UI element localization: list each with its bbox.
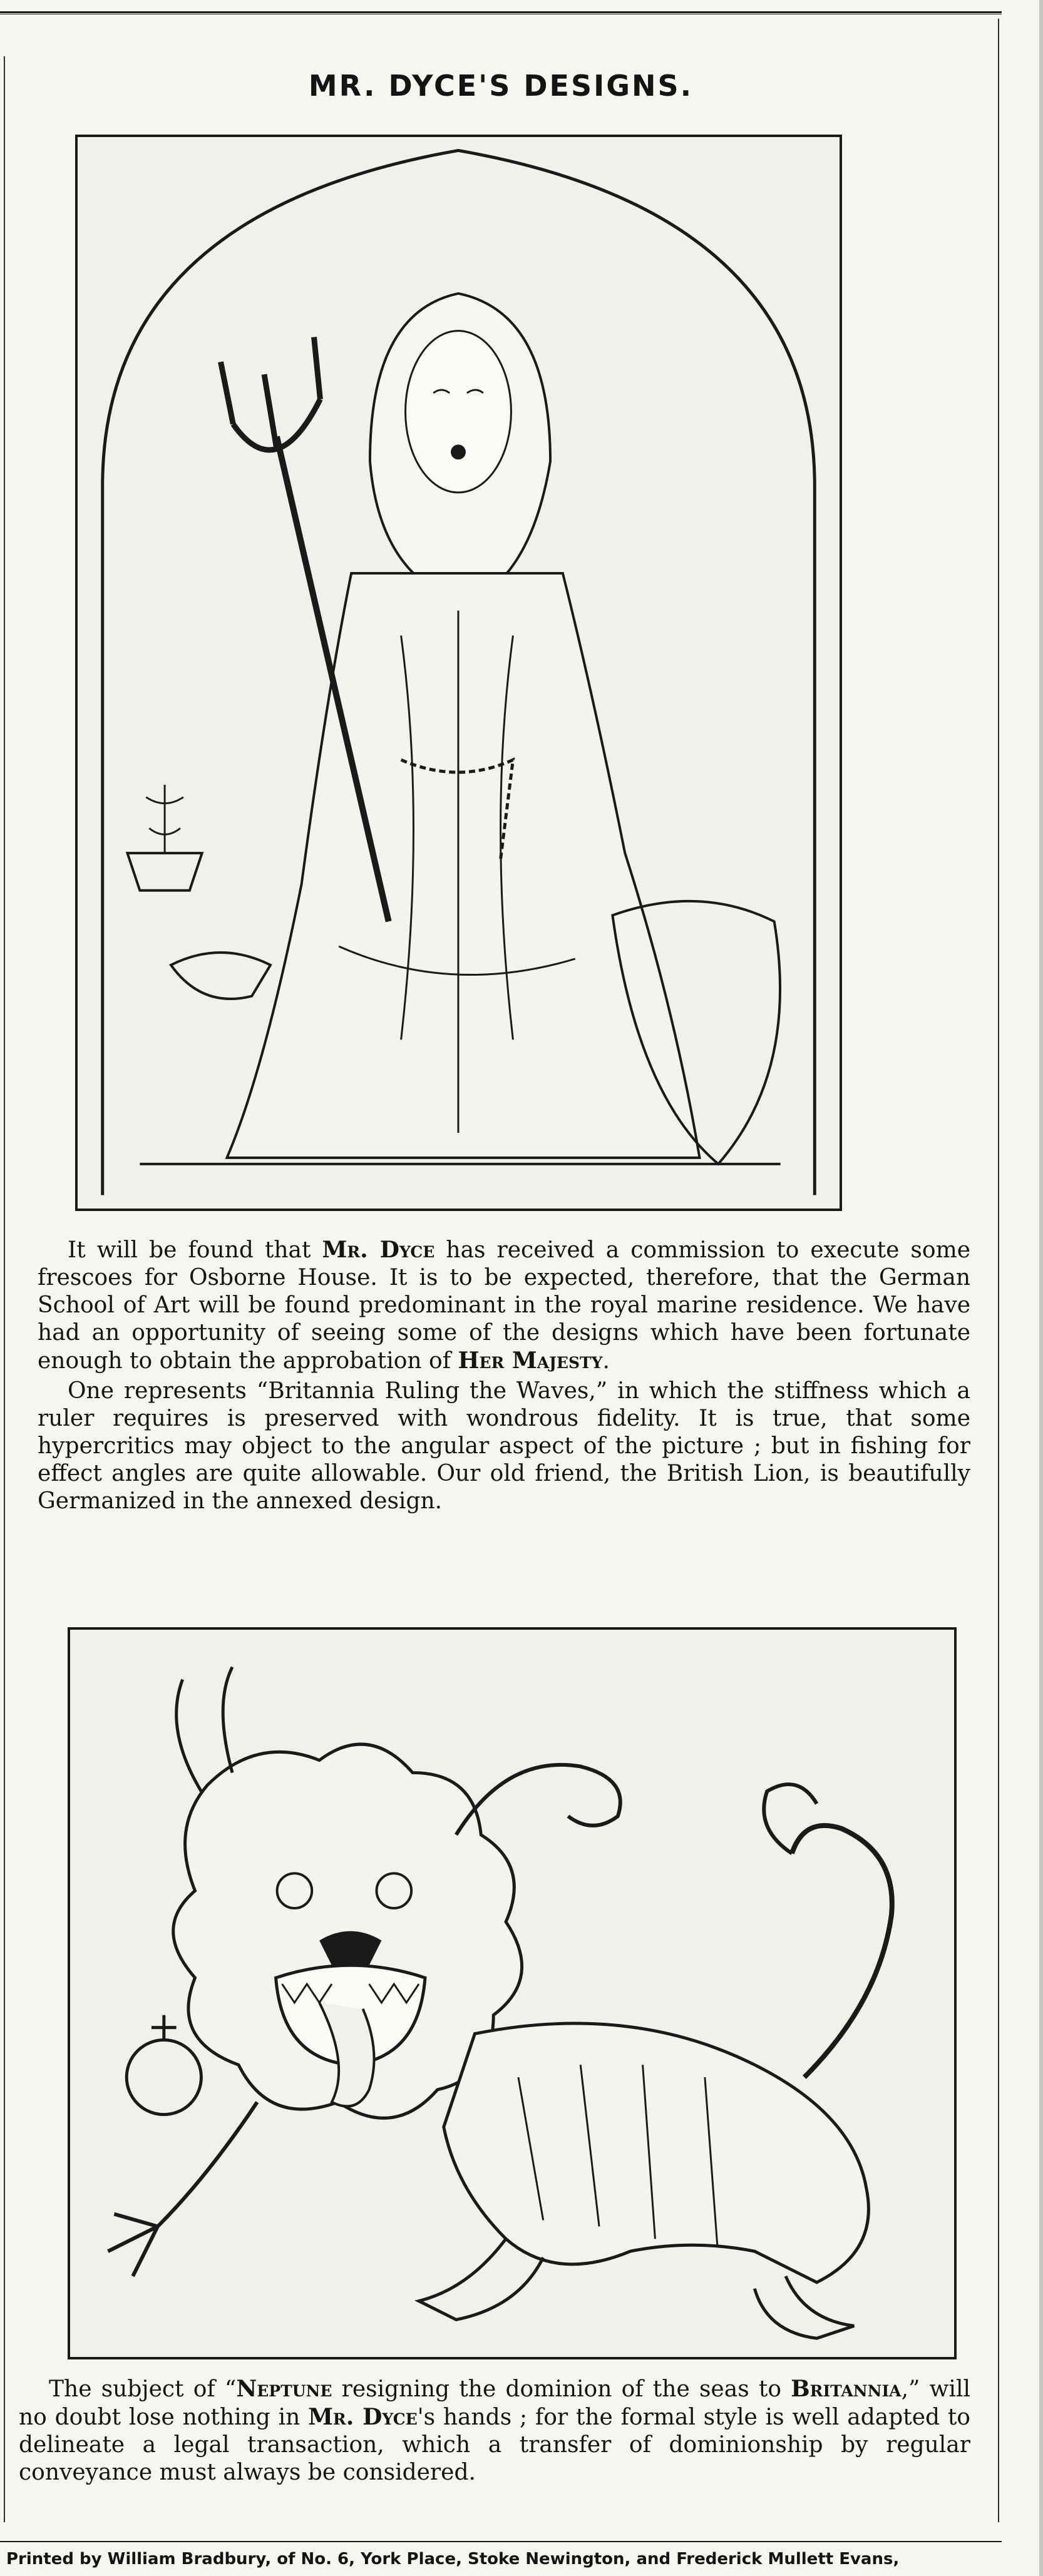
name-britannia: Britannia xyxy=(791,2376,902,2402)
text-run: ,” will no doubt lose nothing in xyxy=(19,2376,970,2430)
printer-imprint: Printed by William Bradbury, of No. 6, York Place, Stoke Newington, and Frederick Mullett Evans, xyxy=(6,2550,900,2568)
column-rule-left xyxy=(4,56,5,2522)
article-title: MR. DYCE'S DESIGNS. xyxy=(308,69,694,103)
text-run: The subject of “ xyxy=(49,2376,237,2402)
paragraph-britannia: One represents “Britannia Ruling the Waves,” in which the stiffness which a ruler requires is preserved with wondrous fidelity. It is true, that some hypercritics may object to the angular aspect of the picture ; but in fishing for effect angles are quite allowable. Our old friend, the British Lion, is beautifully Germanized in the annexed design. xyxy=(38,1378,970,1514)
paragraph-commission xyxy=(38,1236,970,1375)
britannia-drawing xyxy=(78,137,840,1209)
paragraph-neptune xyxy=(19,2375,970,2487)
text-run: 's hands ; for the formal style is well adapted to delineate a legal transaction, which a transfer of dominionship by regular conveyance must always be considered. xyxy=(19,2405,970,2485)
masthead-rule xyxy=(0,0,1002,13)
text-run: . xyxy=(602,1348,610,1374)
britannia-illustration xyxy=(75,135,842,1211)
text-run: has received a commission to execute some frescoes for Osborne House. It is to be expected, therefore, that the German School of Art will be found predominant in the royal marine residence. We have had an opportunity of seeing some of the designs which have been fortunate enough to obtain the approbation of xyxy=(38,1237,971,1374)
article-body-bottom xyxy=(19,2375,970,2487)
text-run: It will be found that xyxy=(68,1237,322,1263)
name-neptune: Neptune xyxy=(236,2376,332,2402)
footer-rule xyxy=(0,2541,1002,2542)
text-run: resigning the dominion of the seas to xyxy=(332,2376,791,2402)
name-her-majesty: Her Majesty xyxy=(458,1347,603,1374)
name-mr-dyce: Mr. Dyce xyxy=(322,1237,435,1263)
article-body-top xyxy=(38,1236,970,1515)
lion-illustration xyxy=(68,1627,957,2359)
lion-drawing xyxy=(70,1630,954,2357)
name-mr-dyce: Mr. Dyce xyxy=(308,2404,418,2430)
column-rule-right xyxy=(998,19,999,2522)
